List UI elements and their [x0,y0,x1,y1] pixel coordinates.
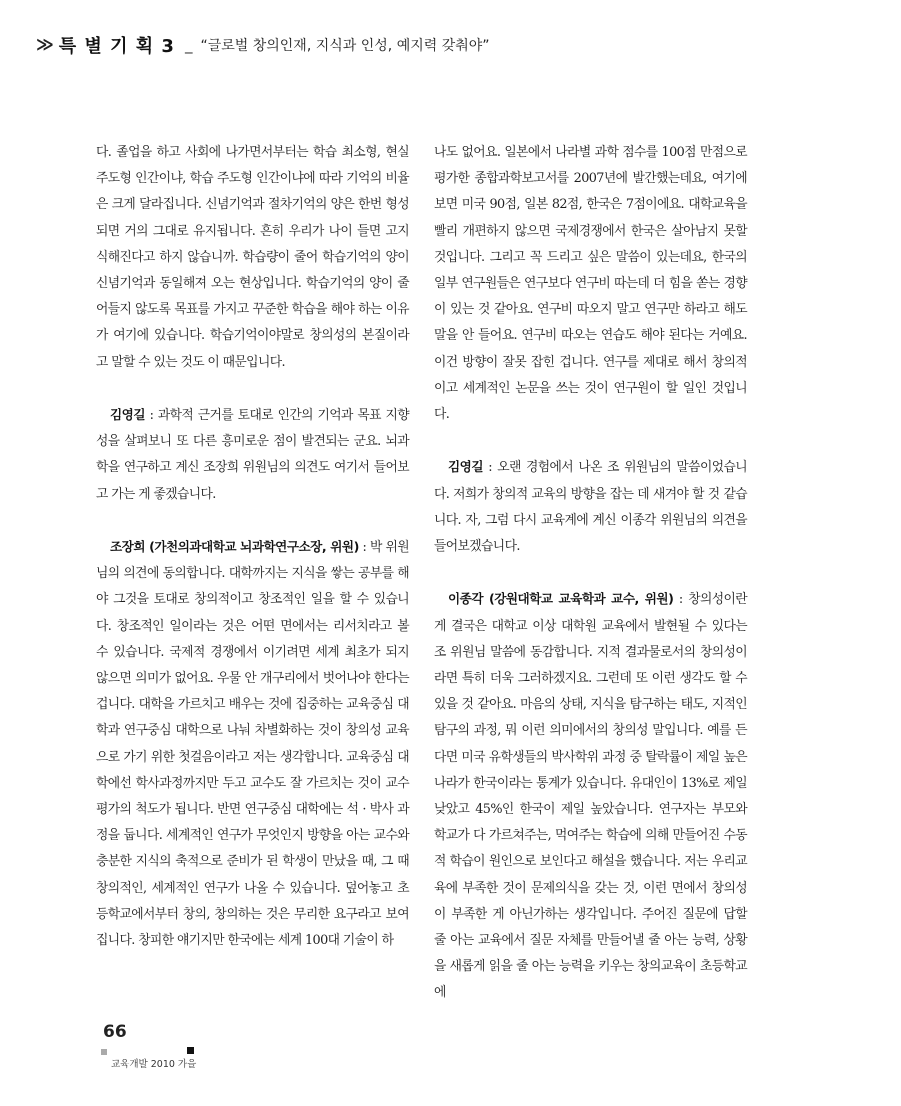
paragraph-text: : 창의성이란 게 결국은 대학교 이상 대학원 교육에서 발현될 수 있다는 조 위원님 말씀에 동감합니다. 지적 결과물로서의 창의성이라면 특히 더욱 그러하겠지요. 그런데 또 이런 생각도 할 수 있을 것 같아요. 마음의 상태, 지식을 탐구하는 태도, 지적인 탐구의 과정, 뭐 이런 의미에서의 창의성 말입니다. 예를 든다면 미국 유학생들의 박사학위 과정 중 탈락률이 제일 높은 나라가 한국이라는 통계가 있습니다. 유대인이 13%로 제일 낮았고 45%인 한국이 제일 높았습니다. 연구자는 부모와 학교가 다 가르쳐주는, 먹여주는 학습에 의해 만들어진 수동적 학습이 원인으로 보인다고 해설을 했습니다. 저는 우리교육에 부족한 것이 문제의식을 갖는 것, 이런 면에서 창의성이 부족한 게 아닌가하는 생각입니다. 주어진 질문에 답할 줄 아는 교육에서 질문 자체를 만들어낼 줄 아는 능력, 상황을 새롭게 읽을 줄 아는 능력을 키우는 창의교육이 초등학교에 [434,592,747,1001]
paragraph-text: : 박 위원님의 의견에 동의합니다. 대학까지는 지식을 쌓는 공부를 해야 그것을 토대로 창의적이고 창조적인 일을 할 수 있습니다. 창조적인 일이라는 것은 어떤 면에서는 리서치라고 볼 수 있습니다. 국제적 경쟁에서 이기려면 세계 최초가 되지 않으면 의미가 없어요. 우물 안 개구리에서 벗어나야 한다는 겁니다. 대학을 가르치고 배우는 것에 집중하는 교육중심 대학과 연구중심 대학으로 나눠 차별화하는 것이 창의성 교육으로 가기 위한 첫걸음이라고 저는 생각합니다. 교육중심 대학에선 학사과정까지만 두고 교수도 잘 가르치는 것이 교수평가의 척도가 됩니다. 반면 연구중심 대학에는 석 · 박사 과정을 둡니다. 세계적인 연구가 무엇인지 방향을 아는 교수와 충분한 지식의 축적으로 준비가 된 학생이 만났을 때, 그 때 창의적인, 세계적인 연구가 나올 수 있습니다. 덮어놓고 초등학교에서부터 창의, 창의하는 것은 무리한 요구라고 보여집니다. 창피한 얘기지만 한국에는 세계 100대 기술이 하 [96,540,409,949]
speaker-name: 김영길 [448,459,483,475]
black-square-icon [187,1047,194,1054]
paragraph [434,140,747,428]
paragraph-text: : 과학적 근거를 토대로 인간의 기억과 목표 지향성을 살펴보니 또 다른 흥미로운 점이 발견되는 군요. 뇌과학을 연구하고 계신 조장희 위원님의 의견도 여기서 들어보고 가는 게 좋겠습니다. [96,408,409,502]
right-column [434,140,747,1007]
header-separator: _ [184,36,193,54]
running-header [36,30,490,60]
series-label: 특 별 기 획 3 [58,36,175,57]
double-chevron-icon: ≫ [36,35,51,55]
paragraph [96,534,409,954]
paragraph-text: : 오랜 경험에서 나온 조 위원님의 말씀이었습니다. 저희가 창의적 교육의 방향을 잡는 데 새겨야 할 것 같습니다. 자, 그럼 다시 교육계에 계신 이종각 위원님의 의견을 들어보겠습니다. [434,460,747,555]
publication-name: 교육개발 2010 가을 [111,1059,197,1070]
paragraph [434,586,747,1006]
page-number: 66 [103,1022,127,1042]
left-column [96,140,409,954]
grey-square-icon [101,1049,107,1055]
paragraph-text: 다. 졸업을 하고 사회에 나가면서부터는 학습 최소형, 현실 주도형 인간이냐, 학습 주도형 인간이냐에 따라 기억의 비율은 크게 달라집니다. 신념기억과 절차기억의 양은 한번 형성되면 거의 그대로 유지됩니다. 흔히 우리가 나이 들면 고지식해진다고 하지 않습니까. 학습량이 줄어 학습기억의 양이 신념기억과 동일해져 오는 현상입니다. 학습기억의 양이 줄어들지 않도록 목표를 가지고 꾸준한 학습을 해야 하는 이유가 여기에 있습니다. 학습기억이야말로 창의성의 본질이라고 말할 수 있는 것도 이 때문입니다. [96,145,409,370]
speaker-name: 이종각 (강원대학교 교육학과 교수, 위원) [448,591,674,607]
paragraph [96,402,409,508]
speaker-name: 조장희 (가천의과대학교 뇌과학연구소장, 위원) [110,539,359,555]
paragraph-text: 나도 없어요. 일본에서 나라별 과학 점수를 100점 만점으로 평가한 종합과학보고서를 2007년에 발간했는데요, 여기에 보면 미국 90점, 일본 82점, 한국은 7점이에요. 대학교육을 빨리 개편하지 않으면 국제경쟁에서 한국은 살아남지 못할 것입니다. 그리고 꼭 드리고 싶은 말씀이 있는데요, 한국의 일부 연구원들은 연구보다 연구비 따는데 더 힘을 쏟는 경향이 있는 것 같아요. 연구비 따오지 말고 연구만 하라고 해도 말을 안 들어요. 연구비 따오는 연습도 해야 된다는 거예요. 이건 방향이 잘못 잡힌 겁니다. 연구를 제대로 해서 창의적이고 세계적인 논문을 쓰는 것이 연구원이 할 일인 것입니다. [434,145,747,423]
speaker-name: 김영길 [110,407,145,423]
paragraph [96,140,409,376]
article-subtitle: “글로벌 창의인재, 지식과 인성, 예지력 갖춰야” [200,38,490,54]
footer [101,1045,201,1075]
paragraph [434,454,747,560]
